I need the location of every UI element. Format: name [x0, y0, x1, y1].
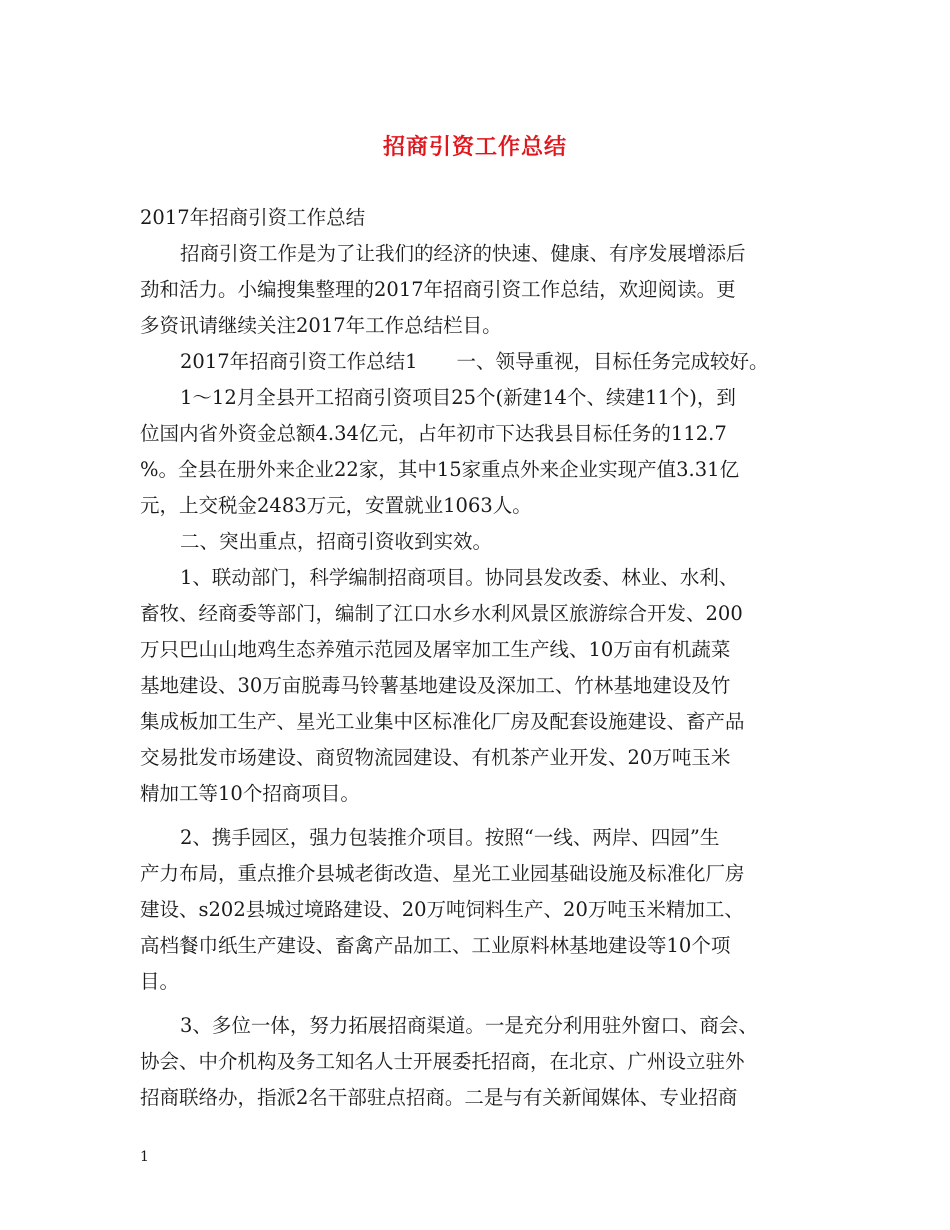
- paragraph-line: 招商引资工作是为了让我们的经济的快速、健康、有序发展增添后: [180, 242, 746, 265]
- paragraph-line: 劲和活力。小编搜集整理的2017年招商引资工作总结，欢迎阅读。更: [140, 278, 736, 301]
- paragraph-line: 基地建设、30万亩脱毒马铃薯基地建设及深加工、竹林基地建设及竹: [140, 674, 731, 697]
- paragraph-line: 万只巴山山地鸡生态养殖示范园及屠宰加工生产线、10万亩有机蔬菜: [140, 638, 731, 661]
- paragraph-line: 多资讯请继续关注2017年工作总结栏目。: [140, 314, 502, 337]
- paragraph-line: 招商联络办，指派2名干部驻点招商。二是与有关新闻媒体、专业招商: [140, 1086, 738, 1109]
- paragraph-line: 2017年招商引资工作总结1 一、领导重视，目标任务完成较好。: [180, 350, 769, 373]
- paragraph-line: 高档餐巾纸生产建设、畜禽产品加工、工业原料林基地建设等10个项: [140, 934, 731, 957]
- paragraph-line: 产力布局，重点推介县城老街改造、星光工业园基础设施及标准化厂房: [140, 862, 745, 885]
- paragraph-line: 目。: [140, 970, 180, 993]
- paragraph-line: 精加工等10个招商项目。: [140, 782, 360, 805]
- paragraph-line: 元，上交税金2483万元，安置就业1063人。: [140, 494, 532, 517]
- paragraph-line: 1、联动部门，科学编制招商项目。协同县发改委、林业、水利、: [180, 566, 739, 589]
- section-heading: 2017年招商引资工作总结: [140, 206, 366, 229]
- paragraph-line: 交易批发市场建设、商贸物流园建设、有机茶产业开发、20万吨玉米: [140, 746, 731, 769]
- paragraph-line: 2、携手园区，强力包装推介项目。按照“一线、两岸、四园”生: [180, 826, 720, 849]
- paragraph-line: 畜牧、经商委等部门，编制了江口水乡水利风景区旅游综合开发、200: [140, 602, 743, 625]
- document-body: [140, 200, 830, 1116]
- document-title: 招商引资工作总结: [382, 134, 567, 160]
- paragraph-line: 建设、s202县城过境路建设、20万吨饲料生产、20万吨玉米精加工、: [140, 898, 744, 921]
- paragraph-line: 集成板加工生产、星光工业集中区标准化厂房及配套设施建设、畜产品: [140, 710, 745, 733]
- paragraph-line: %。全县在册外来企业22家，其中15家重点外来企业实现产值3.31亿: [140, 458, 740, 481]
- paragraph-line: 协会、中介机构及务工知名人士开展委托招商，在北京、广州设立驻外: [140, 1050, 745, 1073]
- paragraph-line: 1～12月全县开工招商引资项目25个(新建14个、续建11个)，到: [180, 386, 736, 409]
- paragraph-line: 3、多位一体，努力拓展招商渠道。一是充分利用驻外窗口、商会、: [180, 1014, 758, 1037]
- paragraph-line: 位国内省外资金总额4.34亿元，占年初市下达我县目标任务的112.7: [140, 422, 727, 445]
- paragraph-line: 二、突出重点，招商引资收到实效。: [180, 530, 493, 553]
- page-number: 1: [140, 1149, 149, 1165]
